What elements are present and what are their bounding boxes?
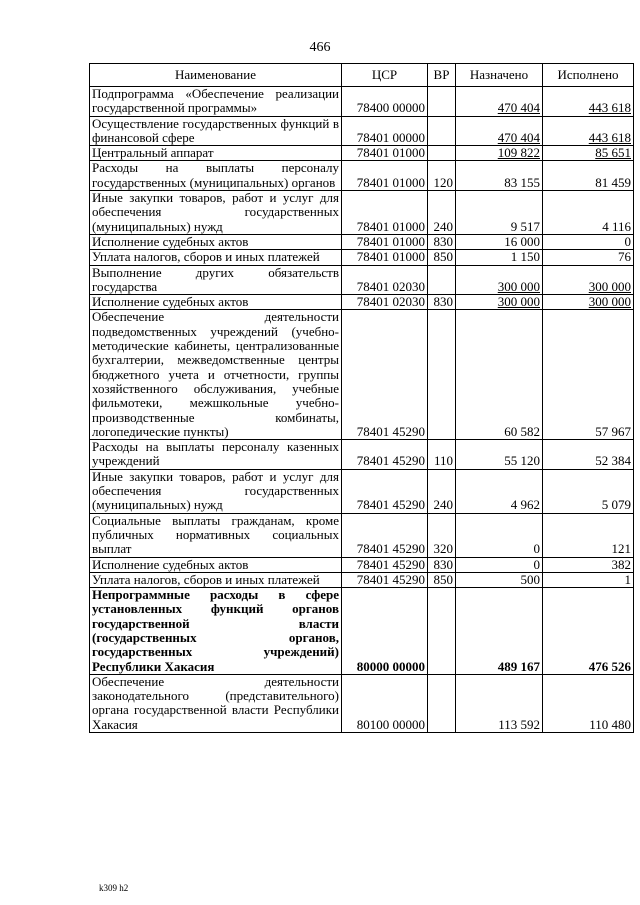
- table-row: [90, 146, 634, 161]
- row-assigned: 489 167: [456, 588, 543, 675]
- table-row: [90, 116, 634, 146]
- table-row: [90, 469, 634, 513]
- row-name: Иные закупки товаров, работ и услуг для обеспечения государственных (муниципальных) нужд: [90, 191, 342, 235]
- row-vr: [428, 310, 456, 440]
- row-csr: 78401 45290: [342, 310, 428, 440]
- table-row: [90, 265, 634, 295]
- header-name: Наименование: [90, 64, 342, 87]
- row-executed: 110 480: [543, 674, 634, 732]
- row-executed: 81 459: [543, 161, 634, 191]
- row-assigned: 60 582: [456, 310, 543, 440]
- row-name: Исполнение судебных актов: [90, 557, 342, 572]
- row-vr: 850: [428, 250, 456, 265]
- header-vr: ВР: [428, 64, 456, 87]
- row-assigned: 109 822: [456, 146, 543, 161]
- row-name: Выполнение других обязательств государства: [90, 265, 342, 295]
- row-csr: 78401 00000: [342, 116, 428, 146]
- row-csr: 80000 00000: [342, 588, 428, 675]
- budget-table: [89, 63, 634, 733]
- row-csr: 78400 00000: [342, 87, 428, 117]
- row-csr: 78401 45290: [342, 557, 428, 572]
- table-row: [90, 588, 634, 675]
- row-executed: 121: [543, 513, 634, 557]
- table-row: [90, 191, 634, 235]
- row-executed: 52 384: [543, 440, 634, 470]
- table-row: [90, 161, 634, 191]
- row-executed: 85 651: [543, 146, 634, 161]
- row-name: Исполнение судебных актов: [90, 295, 342, 310]
- row-vr: 830: [428, 557, 456, 572]
- row-csr: 80100 00000: [342, 674, 428, 732]
- row-assigned: 9 517: [456, 191, 543, 235]
- header-csr: ЦСР: [342, 64, 428, 87]
- row-executed: 76: [543, 250, 634, 265]
- table-row: [90, 295, 634, 310]
- footer-label: k309 h2: [99, 883, 129, 893]
- row-executed: 5 079: [543, 469, 634, 513]
- row-assigned: 4 962: [456, 469, 543, 513]
- row-name: Расходы на выплаты персоналу казенных учреждений: [90, 440, 342, 470]
- row-csr: 78401 01000: [342, 161, 428, 191]
- table-row: [90, 557, 634, 572]
- row-name: Уплата налогов, сборов и иных платежей: [90, 250, 342, 265]
- table-row: [90, 234, 634, 249]
- row-vr: 240: [428, 191, 456, 235]
- row-executed: 57 967: [543, 310, 634, 440]
- row-executed: 4 116: [543, 191, 634, 235]
- row-executed: 443 618: [543, 87, 634, 117]
- row-name: Подпрограмма «Обеспечение реализации государственной программы»: [90, 87, 342, 117]
- row-vr: [428, 146, 456, 161]
- table-header-row: [90, 64, 634, 87]
- row-name: Центральный аппарат: [90, 146, 342, 161]
- row-csr: 78401 02030: [342, 295, 428, 310]
- row-vr: 110: [428, 440, 456, 470]
- row-csr: 78401 01000: [342, 191, 428, 235]
- table-row: [90, 87, 634, 117]
- row-vr: 320: [428, 513, 456, 557]
- row-csr: 78401 01000: [342, 250, 428, 265]
- table-row: [90, 572, 634, 587]
- row-csr: 78401 45290: [342, 440, 428, 470]
- row-vr: 850: [428, 572, 456, 587]
- row-csr: 78401 45290: [342, 572, 428, 587]
- header-assigned: Назначено: [456, 64, 543, 87]
- table-row: [90, 250, 634, 265]
- row-name: Исполнение судебных актов: [90, 234, 342, 249]
- row-name: Осуществление государственных функций в финансовой сфере: [90, 116, 342, 146]
- row-vr: 240: [428, 469, 456, 513]
- row-vr: 830: [428, 295, 456, 310]
- row-assigned: 113 592: [456, 674, 543, 732]
- row-vr: [428, 674, 456, 732]
- table-row: [90, 513, 634, 557]
- table-row: [90, 440, 634, 470]
- row-vr: [428, 116, 456, 146]
- row-assigned: 300 000: [456, 265, 543, 295]
- row-assigned: 500: [456, 572, 543, 587]
- row-assigned: 300 000: [456, 295, 543, 310]
- row-executed: 1: [543, 572, 634, 587]
- row-executed: 382: [543, 557, 634, 572]
- row-assigned: 470 404: [456, 116, 543, 146]
- row-assigned: 0: [456, 513, 543, 557]
- row-vr: [428, 588, 456, 675]
- row-assigned: 83 155: [456, 161, 543, 191]
- row-vr: [428, 265, 456, 295]
- row-executed: 443 618: [543, 116, 634, 146]
- header-executed: Исполнено: [543, 64, 634, 87]
- row-name: Социальные выплаты гражданам, кроме публичных нормативных социальных выплат: [90, 513, 342, 557]
- row-executed: 476 526: [543, 588, 634, 675]
- row-name: Обеспечение деятельности подведомственных учреждений (учебно-методические кабинеты, централизованные бухгалтерии, межведомственные центры бюджетного учета и отчетности, группы хозяйственного обслуживания, учебные фильмотеки, межшкольные учебно-производственные комбинаты, логопедические пункты): [90, 310, 342, 440]
- row-executed: 300 000: [543, 265, 634, 295]
- row-executed: 300 000: [543, 295, 634, 310]
- row-vr: 830: [428, 234, 456, 249]
- row-csr: 78401 01000: [342, 234, 428, 249]
- table-row: [90, 310, 634, 440]
- row-csr: 78401 02030: [342, 265, 428, 295]
- row-csr: 78401 01000: [342, 146, 428, 161]
- row-name: Непрограммные расходы в сфере установленных функций органов государственной власти (государственных органов, государственных учреждений) Республики Хакасия: [90, 588, 342, 675]
- table-body: [90, 87, 634, 733]
- row-vr: 120: [428, 161, 456, 191]
- row-assigned: 470 404: [456, 87, 543, 117]
- row-vr: [428, 87, 456, 117]
- row-name: Расходы на выплаты персоналу государственных (муниципальных) органов: [90, 161, 342, 191]
- row-assigned: 0: [456, 557, 543, 572]
- page-number: 466: [309, 40, 331, 55]
- row-assigned: 1 150: [456, 250, 543, 265]
- row-csr: 78401 45290: [342, 513, 428, 557]
- row-name: Иные закупки товаров, работ и услуг для обеспечения государственных (муниципальных) нужд: [90, 469, 342, 513]
- table-row: [90, 674, 634, 732]
- row-executed: 0: [543, 234, 634, 249]
- row-name: Уплата налогов, сборов и иных платежей: [90, 572, 342, 587]
- row-csr: 78401 45290: [342, 469, 428, 513]
- row-name: Обеспечение деятельности законодательного (представительного) органа государственной власти Республики Хакасия: [90, 674, 342, 732]
- row-assigned: 55 120: [456, 440, 543, 470]
- row-assigned: 16 000: [456, 234, 543, 249]
